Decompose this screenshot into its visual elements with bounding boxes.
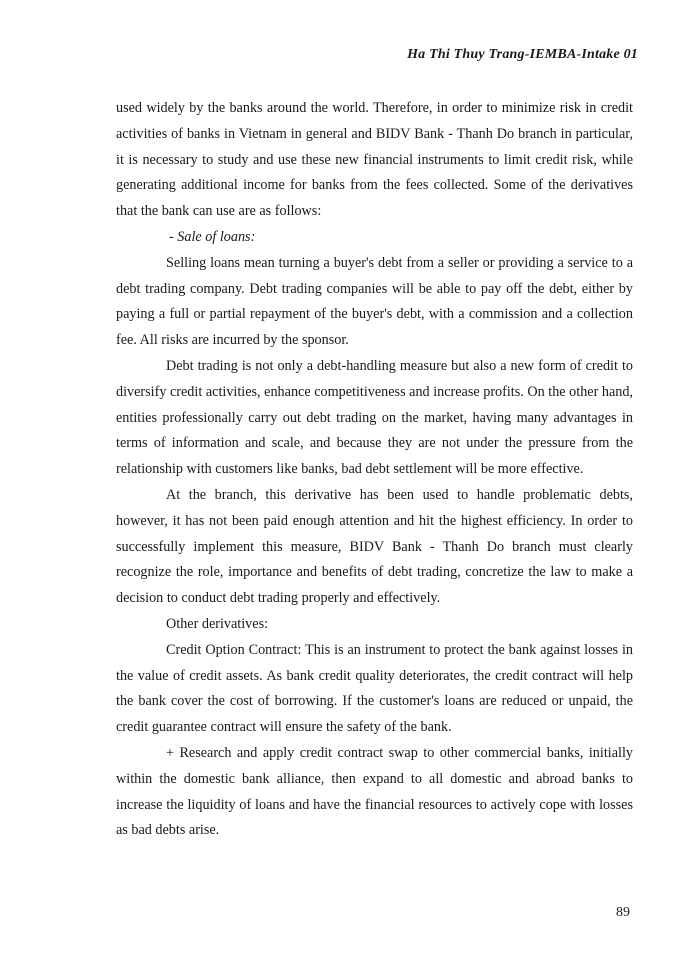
page-number: 89 (616, 905, 630, 920)
paragraph-credit-swap: + Research and apply credit contract swap to other commercial banks, initially within the domestic bank alliance, then expand to all domestic and abroad banks to increase the liquidity of loans and have the financial resources to actively cope with losses as bad debts arise. (116, 744, 633, 839)
document-body (116, 96, 633, 844)
subheading-sale-of-loans: - Sale of loans: (169, 228, 256, 245)
paragraph-selling-loans: Selling loans mean turning a buyer's debt from a seller or providing a service to a debt trading company. Debt trading companies will be able to pay off the debt, either by paying a full or partial repayment of the buyer's debt, with a commission and a collection fee. All risks are incurred by the sponsor. (116, 254, 633, 349)
paragraph-other-derivatives: Other derivatives: (166, 615, 269, 632)
paragraph-debt-trading: Debt trading is not only a debt-handling measure but also a new form of credit to diversify credit activities, enhance competitiveness and increase profits. On the other hand, entities professionally carry out debt trading on the market, having many advantages in terms of information and scale, and because they are not under the pressure from the relationship with customers like banks, bad debt settlement will be more effective. (116, 357, 633, 478)
paragraph-branch-usage: At the branch, this derivative has been used to handle problematic debts, however, it has not been paid enough attention and hit the highest efficiency. In order to successfully implement this measure, BIDV Bank - Thanh Do branch must clearly recognize the role, importance and benefits of debt trading, concretize the law to make a decision to conduct debt trading properly and effectively. (116, 486, 633, 607)
paragraph-derivatives-intro: used widely by the banks around the world. Therefore, in order to minimize risk in credit activities of banks in Vietnam in general and BIDV Bank - Thanh Do branch in particular, it is necessary to study and use these new financial instruments to limit credit risk, while generating additional income for banks from the fees collected. Some of the derivatives that the bank can use are as follows: (116, 100, 633, 220)
paragraph-credit-option: Credit Option Contract: This is an instrument to protect the bank against losses in the value of credit assets. As bank credit quality deteriorates, the credit contract will help the bank cover the cost of borrowing. If the customer's loans are reduced or unpaid, the credit guarantee contract will ensure the safety of the bank. (116, 641, 633, 736)
running-header: Ha Thi Thuy Trang-IEMBA-Intake 01 (407, 47, 638, 62)
